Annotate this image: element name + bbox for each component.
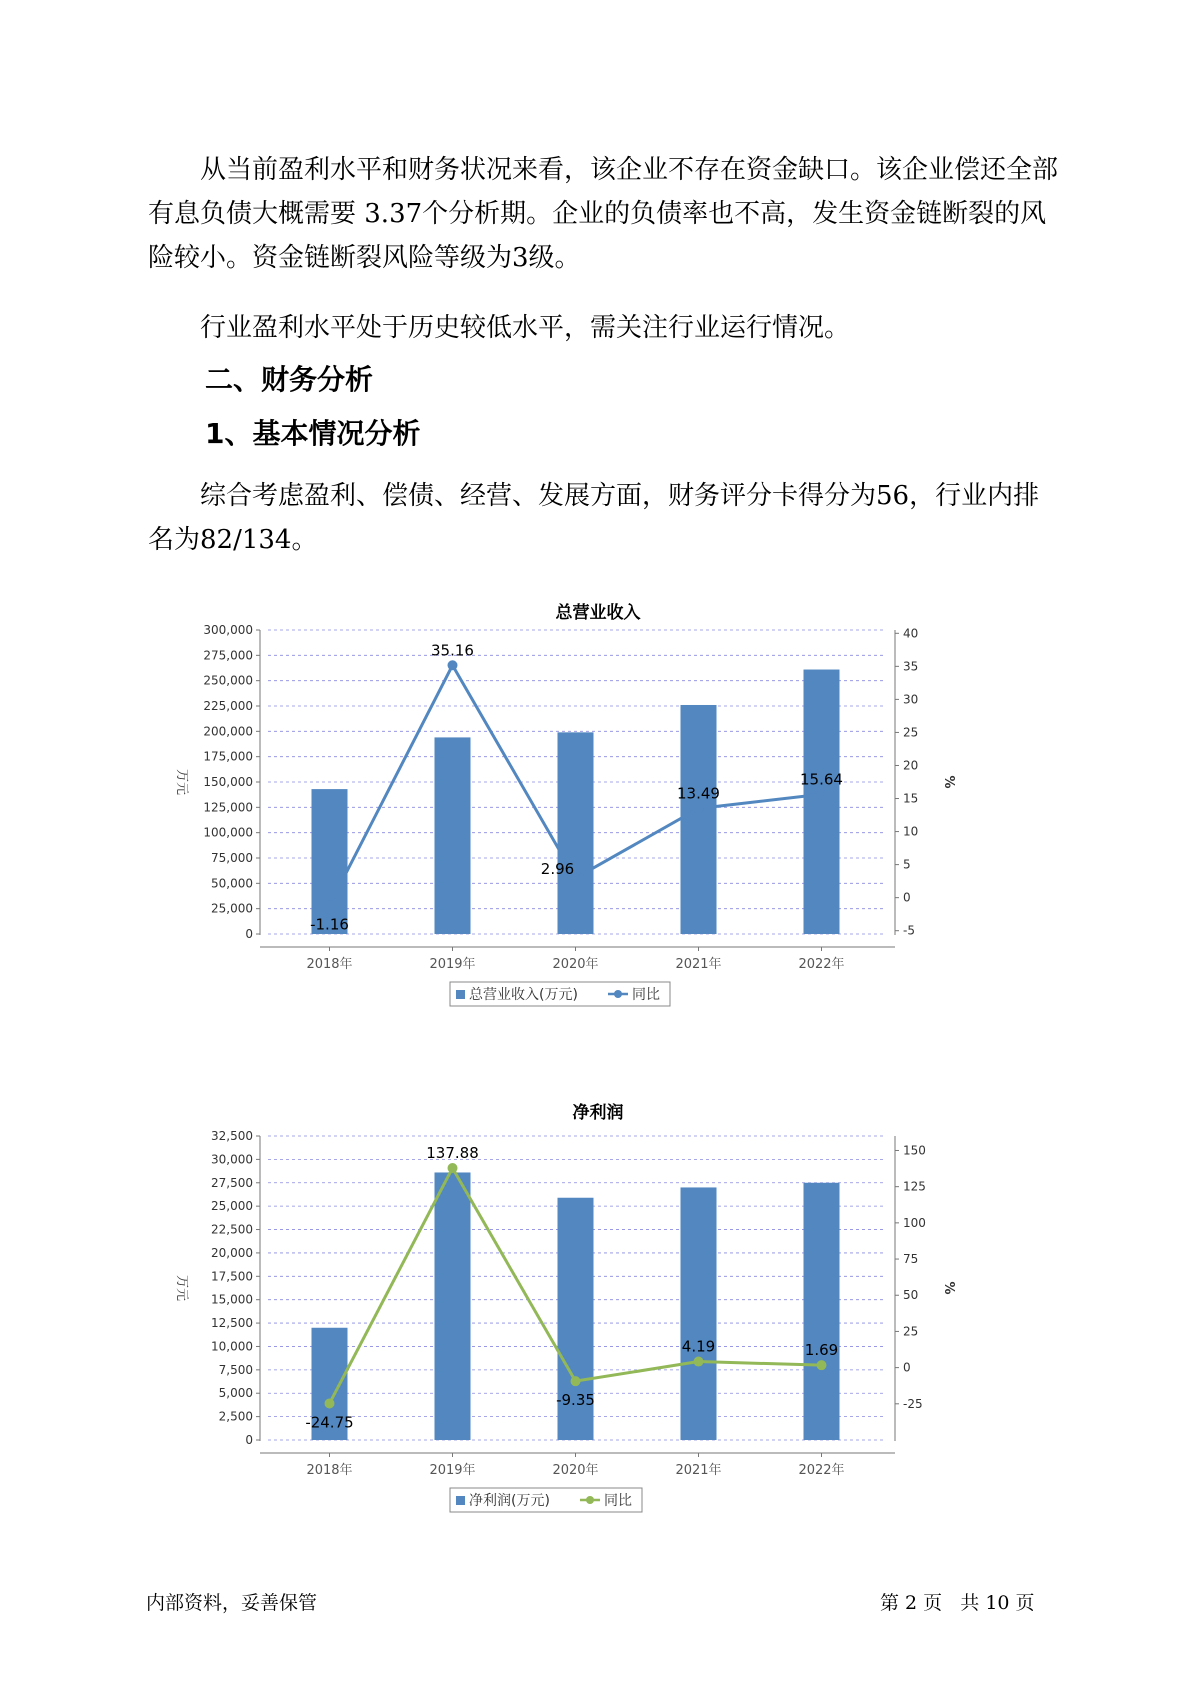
y2-tick-label: 10	[903, 824, 919, 839]
legend-line-marker	[586, 1496, 594, 1504]
y-tick-label: 27,500	[211, 1175, 253, 1190]
legend-bar-swatch	[456, 1496, 465, 1505]
data-label: 2.96	[540, 860, 575, 879]
y-tick-label: 225,000	[203, 699, 253, 713]
y-tick-label: 50,000	[211, 876, 253, 891]
subsection-heading-basic-analysis: 1、基本情况分析	[205, 417, 421, 450]
y-tick-label: 25,000	[211, 901, 253, 916]
y2-tick-label: 25	[903, 725, 919, 740]
y2-tick-label: 50	[903, 1288, 919, 1303]
line-point	[325, 900, 335, 910]
y2-tick-label: 15	[903, 791, 919, 806]
line-point	[817, 789, 827, 799]
y-tick-label: 20,000	[211, 1245, 253, 1260]
x-tick-label: 2018年	[306, 1463, 353, 1478]
y-axis-label: 万元	[174, 768, 189, 796]
y-tick-label: 5,000	[218, 1386, 253, 1401]
y-tick-label: 250,000	[203, 673, 253, 688]
legend-bar-label: 净利润(万元)	[469, 1493, 550, 1509]
x-tick-label: 2021年	[675, 957, 722, 972]
data-label: -24.75	[305, 1413, 354, 1432]
y-tick-label: 275,000	[203, 648, 253, 663]
y2-tick-label: 0	[903, 890, 911, 905]
y-tick-label: 200,000	[203, 724, 253, 739]
bar	[681, 1187, 717, 1440]
paragraph-industry-profit: 行业盈利水平处于历史较低水平，需关注行业运行情况。	[200, 313, 851, 343]
y-tick-label: 0	[245, 927, 253, 941]
legend-bar-swatch	[456, 990, 465, 999]
y-tick-label: 17,500	[211, 1269, 253, 1284]
data-label: 13.49	[677, 784, 720, 803]
y-tick-label: 12,500	[211, 1316, 253, 1331]
bar	[681, 705, 717, 934]
line-point	[448, 1163, 458, 1173]
line-point	[817, 1360, 827, 1370]
x-tick-label: 2019年	[429, 957, 476, 972]
footer-page-number: 第 2 页 共 10 页	[880, 1592, 1035, 1614]
line-point	[571, 1376, 581, 1386]
y-tick-label: 7,500	[218, 1362, 253, 1377]
x-tick-label: 2022年	[798, 957, 845, 972]
y-tick-label: 100,000	[203, 825, 253, 840]
paragraph-funding-gap: 从当前盈利水平和财务状况来看，该企业不存在资金缺口。该企业偿还全部有息负债大概需要 3.37个分析期。企业的负债率也不高，发生资金链断裂的风险较小。资金链断裂风险等级为3级。	[148, 155, 1059, 273]
y-tick-label: 25,000	[211, 1199, 253, 1214]
footer-confidential: 内部资料，妥善保管	[146, 1592, 318, 1614]
y-tick-label: 15,000	[211, 1292, 253, 1307]
x-tick-label: 2022年	[798, 1463, 845, 1478]
y2-tick-label: 75	[903, 1252, 919, 1267]
y-tick-label: 300,000	[203, 623, 253, 637]
y-tick-label: 22,500	[211, 1222, 253, 1237]
line-point	[694, 804, 704, 814]
y-tick-label: 30,000	[211, 1152, 253, 1167]
y2-axis-label: %	[941, 775, 956, 789]
y2-tick-label: 0	[903, 1360, 911, 1375]
line-point	[448, 660, 458, 670]
y2-tick-label: 40	[903, 626, 919, 641]
y2-tick-label: 35	[903, 659, 919, 674]
x-tick-label: 2019年	[429, 1463, 476, 1478]
bar	[435, 1172, 471, 1440]
legend-line-label: 同比	[604, 1493, 632, 1509]
y2-tick-label: 5	[903, 857, 911, 872]
y2-tick-label: 30	[903, 692, 919, 707]
data-label: 1.69	[804, 1341, 839, 1360]
y2-axis-label: %	[941, 1281, 956, 1295]
x-tick-label: 2021年	[675, 1463, 722, 1478]
data-label: -9.35	[556, 1391, 595, 1410]
bar	[312, 789, 348, 934]
y-tick-label: 32,500	[211, 1129, 253, 1143]
chart-title-net-profit: 净利润	[572, 1103, 624, 1123]
y2-tick-label: -5	[903, 923, 915, 938]
data-label: 35.16	[431, 641, 474, 660]
y2-tick-label: 100	[903, 1215, 926, 1230]
legend-line-label: 同比	[632, 987, 660, 1003]
chart-title-revenue: 总营业收入	[555, 603, 641, 623]
data-label: 15.64	[800, 770, 843, 789]
data-label: -1.16	[310, 915, 349, 934]
y-tick-label: 10,000	[211, 1339, 253, 1354]
chart-revenue	[170, 622, 1020, 1040]
chart-net-profit	[170, 1128, 1020, 1546]
bar	[804, 1183, 840, 1440]
bar	[804, 670, 840, 934]
bar	[435, 737, 471, 934]
y-tick-label: 0	[245, 1433, 253, 1447]
y2-tick-label: 25	[903, 1324, 919, 1339]
paragraph-scorecard: 综合考虑盈利、偿债、经营、发展方面，财务评分卡得分为56，行业内排名为82/134。	[148, 481, 1040, 555]
y-tick-label: 150,000	[203, 775, 253, 789]
x-tick-label: 2018年	[306, 957, 353, 972]
legend-line-marker	[614, 990, 622, 998]
section-heading-financial-analysis: 二、财务分析	[205, 363, 374, 396]
y-tick-label: 2,500	[218, 1409, 253, 1424]
y-tick-label: 175,000	[203, 749, 253, 764]
x-tick-label: 2020年	[552, 957, 599, 972]
legend-bar-label: 总营业收入(万元)	[469, 987, 578, 1003]
y-tick-label: 125,000	[203, 800, 253, 815]
x-tick-label: 2020年	[552, 1463, 599, 1478]
y-axis-label: 万元	[174, 1274, 189, 1302]
y2-tick-label: 20	[903, 758, 919, 773]
bar	[558, 732, 594, 934]
line-point	[694, 1357, 704, 1367]
y2-tick-label: 125	[903, 1179, 926, 1194]
y2-tick-label: -25	[903, 1396, 923, 1411]
y2-tick-label: 150	[903, 1143, 926, 1158]
data-label: 137.88	[426, 1144, 479, 1163]
data-label: 4.19	[681, 1337, 716, 1356]
y-tick-label: 75,000	[211, 851, 253, 865]
line-point	[325, 1398, 335, 1408]
